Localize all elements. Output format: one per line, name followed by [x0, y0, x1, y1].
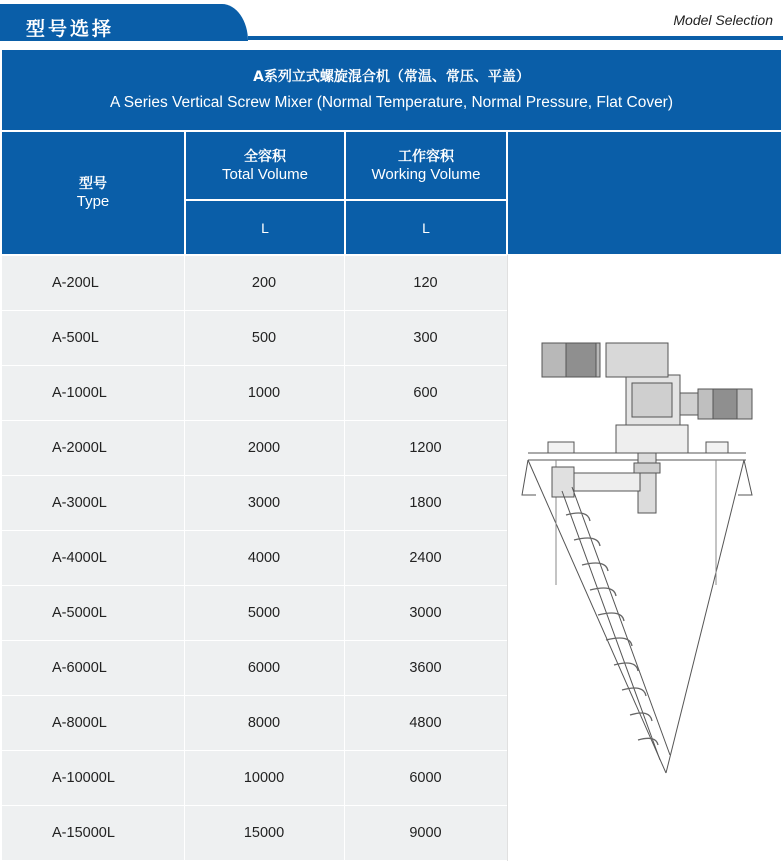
header-total-en: Total Volume: [222, 165, 308, 183]
cell-type: A-10000L: [52, 770, 115, 786]
cell-type: A-3000L: [52, 495, 107, 511]
table-row: [2, 586, 507, 640]
header-type: [2, 132, 184, 254]
cell-working: 120: [413, 275, 438, 291]
table-row: [2, 531, 507, 585]
cell-total: 1000: [247, 385, 281, 401]
header-total: [186, 132, 344, 199]
cell-total: 3000: [247, 495, 281, 511]
banner-rule: [248, 36, 783, 40]
table-row: [2, 751, 507, 805]
header-type-en: Type: [76, 193, 110, 210]
table-row: [2, 311, 507, 365]
vertical-screw-mixer-drawing: [508, 255, 782, 861]
cell-total: 5000: [247, 605, 281, 621]
header-working: [346, 132, 506, 199]
cell-working: 3000: [409, 605, 442, 621]
table-caption: [2, 50, 781, 130]
cell-working: 3600: [409, 660, 442, 676]
illustration-cell: [507, 255, 782, 861]
table-row: [2, 696, 507, 750]
section-title: 型号选择: [26, 18, 115, 40]
header-illustration: [508, 132, 781, 254]
cell-working: 1200: [409, 440, 442, 456]
cell-type: A-200L: [52, 275, 99, 291]
section-banner: [0, 0, 783, 48]
header-working-unit: [346, 201, 506, 254]
cell-type: A-15000L: [52, 825, 115, 841]
cell-type: A-1000L: [52, 385, 107, 401]
table-row: [2, 366, 507, 420]
cell-working: 300: [413, 330, 438, 346]
cell-type: A-6000L: [52, 660, 107, 676]
column-divider: [184, 255, 185, 861]
caption-en: A Series Vertical Screw Mixer (Normal Temperature, Normal Pressure, Flat Cover): [109, 94, 674, 111]
cell-total: 500: [251, 330, 277, 346]
section-tab: [0, 4, 248, 41]
header-working-en: Working Volume: [371, 165, 481, 183]
column-divider: [344, 255, 345, 861]
table-row: [2, 806, 507, 860]
cell-total: 4000: [247, 550, 281, 566]
section-title-en: Model Selection: [673, 12, 773, 28]
header-total-unit: [186, 201, 344, 254]
cell-total: 10000: [243, 770, 285, 786]
cell-type: A-8000L: [52, 715, 107, 731]
cell-working: 2400: [409, 550, 442, 566]
cell-type: A-2000L: [52, 440, 107, 456]
cell-working: 6000: [409, 770, 442, 786]
table-row: [2, 641, 507, 695]
total-unit: L: [261, 219, 269, 236]
table-row: [2, 476, 507, 530]
cell-total: 6000: [247, 660, 281, 676]
table-row: [2, 421, 507, 475]
cell-type: A-500L: [52, 330, 99, 346]
cell-working: 4800: [409, 715, 442, 731]
cell-working: 9000: [409, 825, 442, 841]
cell-total: 200: [251, 275, 277, 291]
cell-type: A-5000L: [52, 605, 107, 621]
header-type-cn: 型号: [79, 176, 107, 192]
header-working-cn: 工作容积: [398, 148, 454, 165]
caption-cn: A系列立式螺旋混合机（常温、常压、平盖）: [253, 69, 530, 85]
cell-total: 15000: [243, 825, 285, 841]
cell-type: A-4000L: [52, 550, 107, 566]
cell-working: 600: [413, 385, 438, 401]
table-row: [2, 256, 507, 310]
cell-total: 8000: [247, 715, 281, 731]
working-unit: L: [422, 219, 430, 236]
cell-working: 1800: [409, 495, 442, 511]
header-total-cn: 全容积: [244, 148, 286, 165]
cell-total: 2000: [247, 440, 281, 456]
